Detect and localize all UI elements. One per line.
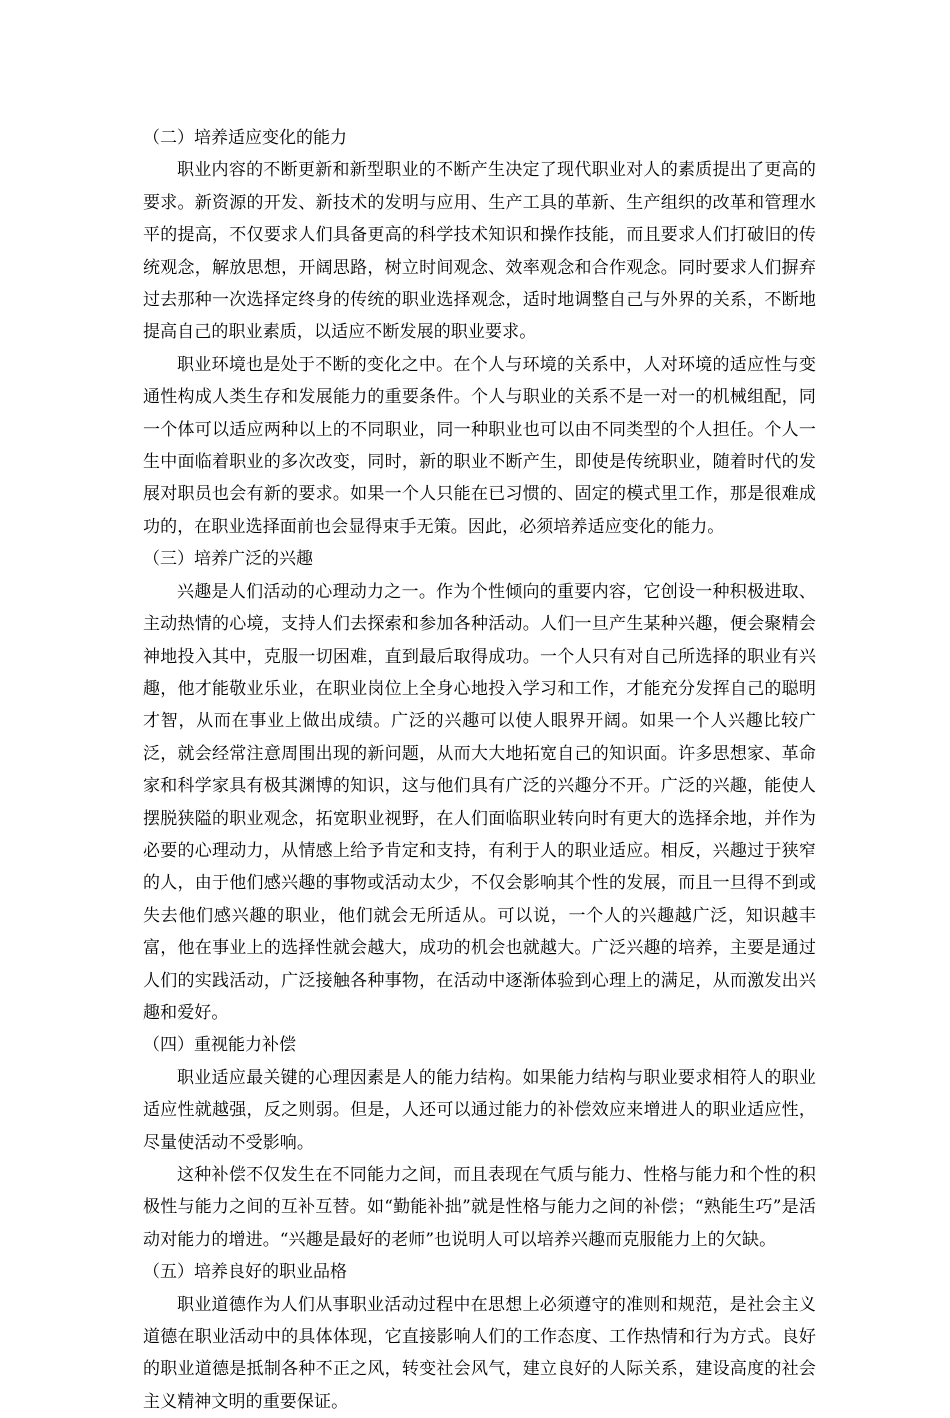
paragraph: 职业环境也是处于不断的变化之中。在个人与环境的关系中，人对环境的适应性与变通性构成人类生存和发展能力的重要条件。个人与职业的关系不是一对一的机械组配，同一个体可以适应两种以上的不同职业，同一种职业也可以由不同类型的个人担任。个人一生中面临着职业的多次改变，同时，新的职业不断产生，即使是传统职业，随着时代的发展对职员也会有新的要求。如果一个人只能在已习惯的、固定的模式里工作，那是很难成功的，在职业选择面前也会显得束手无策。因此，必须培养适应变化的能力。 [143,354,816,537]
section-heading: （四）重视能力补偿 [143,1035,296,1056]
paragraph: 兴趣是人们活动的心理动力之一。作为个性倾向的重要内容，它创设一种积极进取、主动热情的心境，支持人们去探索和参加各种活动。人们一旦产生某种兴趣，便会聚精会神地投入其中，克服一切困难，直到最后取得成功。一个人只有对自己所选择的职业有兴趣，他才能敬业乐业，在职业岗位上全身心地投入学习和工作，才能充分发挥自己的聪明才智，从而在事业上做出成绩。广泛的兴趣可以使人眼界开阔。如果一个人兴趣比较广泛，就会经常注意周围出现的新问题，从而大大地拓宽自己的知识面。许多思想家、革命家和科学家具有极其渊博的知识，这与他们具有广泛的兴趣分不开。广泛的兴趣，能使人摆脱狭隘的职业观念，拓宽职业视野，在人们面临职业转向时有更大的选择余地，并作为必要的心理动力，从情感上给予肯定和支持，有利于人的职业适应。相反，兴趣过于狭窄的人，由于他们感兴趣的事物或活动太少，不仅会影响其个性的发展，而且一旦得不到或失去他们感兴趣的职业，他们就会无所适从。可以说，一个人的兴趣越广泛，知识越丰富，他在事业上的选择性就会越大，成功的机会也就越大。广泛兴趣的培养，主要是通过人们的实践活动，广泛接触各种事物，在活动中逐渐体验到心理上的满足，从而激发出兴趣和爱好。 [143,581,816,1023]
section-broad-interest [143,543,816,1029]
section-heading: （三）培养广泛的兴趣 [143,549,313,570]
paragraph: 职业适应最关键的心理因素是人的能力结构。如果能力结构与职业要求相符人的职业适应性就越强，反之则弱。但是，人还可以通过能力的补偿效应来增进人的职业适应性，尽量使活动不受影响。 [143,1067,816,1153]
section-ability-compensation [143,1029,816,1256]
paragraph: 职业道德作为人们从事职业活动过程中在思想上必须遵守的准则和规范，是社会主义道德在职业活动中的具体体现，它直接影响人们的工作态度、工作热情和行为方式。良好的职业道德是抵制各种不正之风，转变社会风气，建立良好的人际关系，建设高度的社会主义精神文明的重要保证。 [143,1294,816,1412]
section-heading: （二）培养适应变化的能力 [143,128,347,148]
paragraph: 这种补偿不仅发生在不同能力之间，而且表现在气质与能力、性格与能力和个性的积极性与能力之间的互补互替。如“勤能补拙”就是性格与能力之间的补偿；“熟能生巧”是活动对能力的增进。“兴趣是最好的老师”也说明人可以培养兴趣而克服能力上的欠缺。 [143,1165,816,1250]
document-page [143,122,816,1418]
section-adapt-change [143,122,816,543]
section-heading: （五）培养良好的职业品格 [143,1262,347,1283]
section-professional-character [143,1256,816,1418]
paragraph: 职业内容的不断更新和新型职业的不断产生决定了现代职业对人的素质提出了更高的要求。新资源的开发、新技术的发明与应用、生产工具的革新、生产组织的改革和管理水平的提高，不仅要求人们具备更高的科学技术知识和操作技能，而且要求人们打破旧的传统观念，解放思想，开阔思路，树立时间观念、效率观念和合作观念。同时要求人们摒弃过去那种一次选择定终身的传统的职业选择观念，适时地调整自己与外界的关系，不断地提高自己的职业素质，以适应不断发展的职业要求。 [143,160,816,343]
